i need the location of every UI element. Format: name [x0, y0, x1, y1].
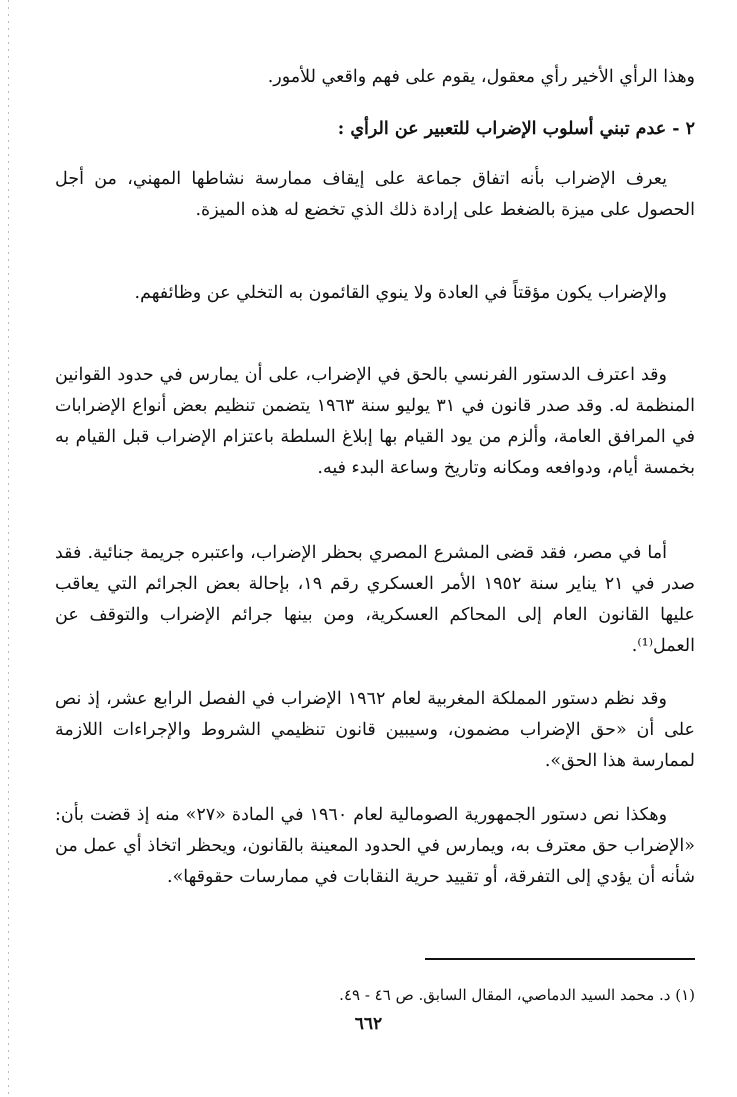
paragraph-strike-temporary: والإضراب يكون مؤقتاً في العادة ولا ينوي القائمون به التخلي عن وظائفهم. — [134, 283, 667, 303]
page-number: ٦٦٢ — [354, 1014, 383, 1034]
paragraph-egypt: أما في مصر، فقد قضى المشرع المصري بحظر الإضراب، واعتبره جريمة جنائية. فقد صدر في ٢١ يناير سنة ١٩٥٢ الأمر العسكري رقم ١٩، بإحالة بعض الجرائم التي يعاقب عليها القانون العام إلى المحاكم العسكرية، ومن بينها جرائم الإضراب والتوقف عن العمل⁽¹⁾. — [55, 543, 696, 656]
scan-edge-marks — [8, 0, 9, 1097]
footnote-separator — [425, 958, 695, 960]
paragraph-strike-definition: يعرف الإضراب بأنه اتفاق جماعة على إيقاف ممارسة نشاطها المهني، من أجل الحصول على ميزة بالضغط على إرادة ذلك الذي تخضع له هذه الميزة. — [55, 169, 695, 220]
paragraph-morocco: وقد نظم دستور المملكة المغربية لعام ١٩٦٢ الإضراب في الفصل الرابع عشر، إذ نص على أن «حق الإضراب مضمون، وسيبين قانون تنظيمي الشروط والإجراءات اللازمة لممارسة هذا الحق». — [55, 689, 695, 771]
footnote: (١) د. محمد السيد الدماصي، المقال السابق. ص ٤٦ - ٤٩. — [339, 986, 695, 1004]
paragraph-somalia: وهكذا نص دستور الجمهورية الصومالية لعام ١٩٦٠ في المادة «٢٧» منه إذ قضت بأن: «الإضراب حق معترف به، ويمارس في الحدود المعينة بالقانون، ويحظر اتخاذ أي عمل من شأنه أن يؤدي إلى التفرقة، أو تقييد حرية النقابات في ممارسات حقوقها». — [55, 805, 695, 887]
paragraph-french-constitution: وقد اعترف الدستور الفرنسي بالحق في الإضراب، على أن يمارس في حدود القوانين المنظمة له. وقد صدر قانون في ٣١ يوليو سنة ١٩٦٣ يتضمن تنظيم بعض أنواع الإضرابات في المرافق العامة، وألزم من يود القيام بها إبلاغ السلطة باعتزام الإضراب قبل القيام به بخمسة أيام، ودوافعه ومكانه وتاريخ وساعة البدء فيه. — [55, 365, 695, 478]
intro-line: وهذا الرأي الأخير رأي معقول، يقوم على فهم واقعي للأمور. — [267, 67, 695, 87]
section-heading: ٢ - عدم تبني أسلوب الإضراب للتعبير عن الرأي : — [337, 119, 695, 139]
